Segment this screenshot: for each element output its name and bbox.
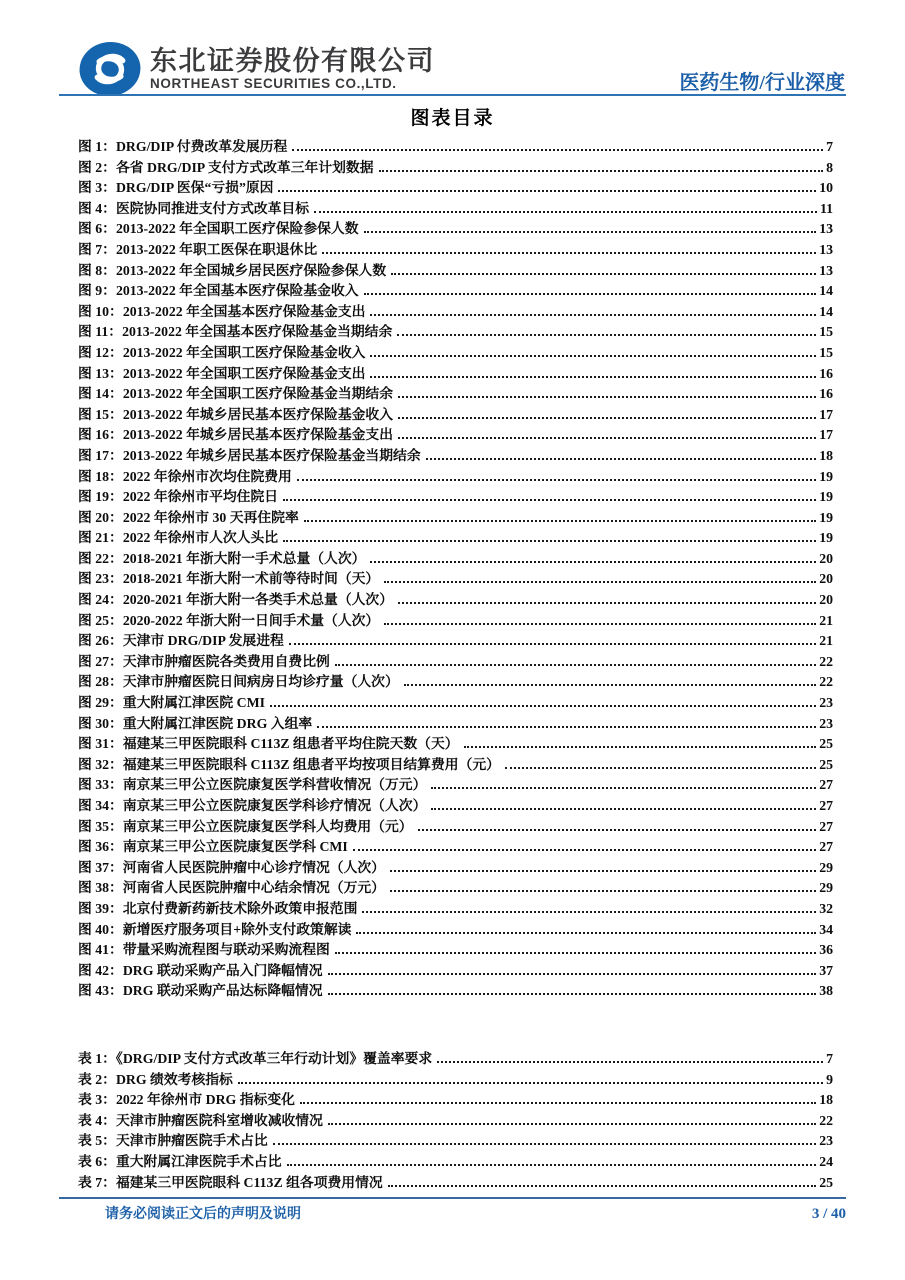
figure-toc-entry [78,837,833,858]
figure-toc-entry [78,137,833,158]
toc-entry-page-number: 25 [819,756,833,772]
toc-entry-page-number: 21 [819,633,833,649]
table-toc-entry [78,1090,833,1111]
toc-entry-label: 图 35：南京某三甲公立医院康复医学科人均费用（元） [78,818,413,834]
toc-entry-page-number: 17 [819,406,833,422]
figure-toc-entry [78,611,833,632]
toc-entry-label: 图 38：河南省人民医院肿瘤中心结余情况（万元） [78,880,385,896]
dotted-leader [398,602,816,604]
header-divider [59,94,846,96]
figure-toc-entry [78,158,833,179]
figure-toc-list [78,137,833,1002]
toc-entry-page-number: 37 [819,962,833,978]
figure-toc-entry [78,364,833,385]
toc-entry-page-number: 11 [819,200,833,216]
figure-toc-entry [78,631,833,652]
toc-entry-label: 图 2：各省 DRG/DIP 支付方式改革三年计划数据 [78,159,374,175]
toc-entry-page-number: 7 [826,139,833,154]
toc-entry-page-number: 21 [819,612,833,628]
toc-entry-label: 图 7：2013-2022 年职工医保在职退休比 [78,241,318,257]
dotted-leader [278,190,816,192]
figure-toc-entry [78,590,833,611]
figure-toc-entry [78,817,833,838]
toc-entry-page-number: 34 [819,921,833,937]
dotted-leader [300,1102,816,1104]
dotted-leader [437,1061,823,1063]
dotted-leader [273,1143,816,1145]
toc-entry-page-number: 22 [819,653,833,669]
dotted-leader [283,499,816,501]
toc-entry-page-number: 38 [819,983,833,999]
figure-toc-entry [78,178,833,199]
toc-entry-page-number: 18 [819,447,833,463]
toc-entry-label: 图 10：2013-2022 年全国基本医疗保险基金支出 [78,303,366,319]
toc-entry-label: 图 18：2022 年徐州市次均住院费用 [78,468,292,484]
figure-toc-entry [78,281,833,302]
toc-entry-page-number: 17 [819,427,833,443]
toc-entry-page-number: 9 [826,1071,833,1087]
figure-toc-entry [78,219,833,240]
toc-entry-label: 图 39：北京付费新药新技术除外政策申报范围 [78,900,358,916]
dotted-leader [390,890,816,892]
figure-toc-entry [78,796,833,817]
dotted-leader [388,1185,817,1187]
toc-entry-label: 图 31：福建某三甲医院眼科 C113Z 组患者平均住院天数（天） [78,736,459,752]
toc-entry-label: 图 30：重大附属江津医院 DRG 入组率 [78,715,313,731]
toc-entry-page-number: 22 [819,1112,833,1128]
figure-toc-entry [78,734,833,755]
table-toc-entry [78,1049,833,1070]
toc-entry-page-number: 29 [819,880,833,896]
company-name-en: NORTHEAST SECURITIES CO.,LTD. [150,76,397,92]
header [78,40,435,98]
figure-toc-entry [78,508,833,529]
figure-toc-entry [78,528,833,549]
dotted-leader [364,231,817,233]
dotted-leader [328,973,817,975]
toc-entry-label: 图 6：2013-2022 年全国职工医疗保险参保人数 [78,221,359,237]
toc-entry-label: 图 28：天津市肿瘤医院日间病房日均诊疗量（人次） [78,674,399,690]
table-toc-entry [78,1173,833,1194]
dotted-leader [364,293,817,295]
dotted-leader [464,746,817,748]
toc-entry-label: 图 41：带量采购流程图与联动采购流程图 [78,942,330,958]
toc-entry-page-number: 16 [819,365,833,381]
footer-divider [59,1197,846,1199]
figure-toc-entry [78,755,833,776]
toc-entry-page-number: 20 [819,550,833,566]
toc-entry-label: 图 25：2020-2022 年浙大附一日间手术量（人次） [78,612,380,628]
toc-entry-page-number: 29 [819,859,833,875]
table-toc-entry [78,1152,833,1173]
toc-entry-page-number: 15 [819,344,833,360]
toc-entry-label: 图 40：新增医疗服务项目+除外支付政策解读 [78,921,352,937]
figure-toc-entry [78,878,833,899]
toc-entry-label: 图 17：2013-2022 年城乡居民基本医疗保险基金当期结余 [78,447,421,463]
toc-entry-label: 图 20：2022 年徐州市 30 天再住院率 [78,509,299,525]
dotted-leader [370,376,816,378]
toc-entry-label: 表 1：《DRG/DIP 支付方式改革三年行动计划》覆盖率要求 [78,1050,433,1066]
toc-entry-label: 图 24：2020-2021 年浙大附一各类手术总量（人次） [78,592,394,608]
figure-toc-entry [78,487,833,508]
dotted-leader [398,417,816,419]
toc-entry-label: 图 37：河南省人民医院肿瘤中心诊疗情况（人次） [78,859,385,875]
toc-entry-page-number: 22 [819,674,833,690]
dotted-leader [397,334,816,336]
dotted-leader [426,458,817,460]
dotted-leader [356,932,816,934]
toc-entry-page-number: 25 [819,1174,833,1190]
dotted-leader [292,149,823,151]
toc-entry-page-number: 23 [819,715,833,731]
toc-entry-label: 表 6：重大附属江津医院手术占比 [78,1153,282,1169]
figure-toc-entry [78,425,833,446]
toc-entry-label: 图 11：2013-2022 年全国基本医疗保险基金当期结余 [78,324,393,340]
toc-entry-label: 图 42：DRG 联动采购产品入门降幅情况 [78,962,323,978]
toc-entry-page-number: 20 [819,571,833,587]
dotted-leader [314,211,817,213]
dotted-leader [297,479,816,481]
dotted-leader [317,726,816,728]
dotted-leader [238,1082,823,1084]
dotted-leader [379,170,824,172]
figure-toc-entry [78,940,833,961]
toc-entry-label: 图 29：重大附属江津医院 CMI [78,695,266,711]
toc-entry-page-number: 27 [819,777,833,793]
dotted-leader [384,581,816,583]
figure-toc-entry [78,199,833,220]
toc-entry-page-number: 13 [819,262,833,278]
toc-entry-label: 图 43：DRG 联动采购产品达标降幅情况 [78,983,323,999]
figure-toc-entry [78,858,833,879]
toc-entry-label: 图 4：医院协同推进支付方式改革目标 [78,200,310,216]
figure-toc-entry [78,693,833,714]
toc-entry-page-number: 27 [819,839,833,855]
footer [59,1203,846,1223]
toc-entry-label: 表 7：福建某三甲医院眼科 C113Z 组各项费用情况 [78,1174,383,1190]
toc-entry-label: 图 26：天津市 DRG/DIP 发展进程 [78,633,284,649]
footer-disclaimer: 请务必阅读正文后的声明及说明 [105,1207,301,1222]
figure-toc-entry [78,467,833,488]
toc-entry-label: 图 19：2022 年徐州市平均住院日 [78,489,279,505]
figure-toc-entry [78,343,833,364]
figure-toc-entry [78,322,833,343]
dotted-leader [335,664,816,666]
figure-toc-entry [78,240,833,261]
dotted-leader [362,911,816,913]
toc-entry-page-number: 19 [819,489,833,505]
toc-entry-label: 图 27：天津市肿瘤医院各类费用自费比例 [78,653,330,669]
page-indicator: 3 / 40 [811,1206,846,1222]
toc-entry-label: 图 21：2022 年徐州市人次人头比 [78,530,279,546]
toc-entry-label: 表 2：DRG 绩效考核指标 [78,1071,233,1087]
figure-toc-entry [78,981,833,1002]
toc-entry-label: 图 36：南京某三甲公立医院康复医学科 CMI [78,839,348,855]
toc-entry-page-number: 7 [826,1050,833,1066]
dotted-leader [418,829,817,831]
figure-toc-entry [78,775,833,796]
table-toc-entry [78,1131,833,1152]
toc-entry-page-number: 24 [819,1153,833,1169]
toc-entry-page-number: 16 [819,386,833,402]
northeast-securities-logo-icon [78,40,142,98]
toc-entry-label: 图 34：南京某三甲公立医院康复医学科诊疗情况（人次） [78,798,427,813]
dotted-leader [370,355,816,357]
figure-toc-entry [78,899,833,920]
figure-toc-entry [78,384,833,405]
toc-entry-label: 图 13：2013-2022 年全国职工医疗保险基金支出 [78,365,366,381]
dotted-leader [328,993,817,995]
toc-entry-label: 图 1：DRG/DIP 付费改革发展历程 [78,139,288,154]
dotted-leader [287,1164,817,1166]
dotted-leader [398,437,816,439]
figure-toc-entry [78,714,833,735]
dotted-leader [322,252,816,254]
toc-entry-page-number: 15 [819,324,833,340]
dotted-leader [328,1123,816,1125]
toc-title: 图表目录 [410,108,495,129]
toc-entry-label: 图 3：DRG/DIP 医保“亏损”原因 [78,180,274,196]
dotted-leader [370,561,816,563]
toc-entry-label: 图 33：南京某三甲公立医院康复医学科营收情况（万元） [78,777,427,793]
toc-entry-label: 图 9：2013-2022 年全国基本医疗保险基金收入 [78,283,359,299]
dotted-leader [505,767,816,769]
toc-entry-page-number: 10 [819,180,833,196]
toc-entry-page-number: 14 [819,283,833,299]
figure-toc-entry [78,405,833,426]
dotted-leader [431,787,816,789]
figure-toc-entry [78,446,833,467]
dotted-leader [289,643,816,645]
toc-entry-page-number: 27 [819,798,833,813]
figure-toc-entry [78,672,833,693]
figure-toc-entry [78,261,833,282]
toc-entry-page-number: 19 [819,468,833,484]
dotted-leader [283,540,816,542]
toc-entry-page-number: 8 [826,159,833,175]
toc-entry-page-number: 14 [819,303,833,319]
toc-entry-label: 图 22：2018-2021 年浙大附一手术总量（人次） [78,550,366,566]
table-toc-entry [78,1070,833,1091]
figure-toc-entry [78,302,833,323]
figure-toc-entry [78,569,833,590]
toc-entry-page-number: 20 [819,592,833,608]
toc-entry-label: 图 14：2013-2022 年全国职工医疗保险基金当期结余 [78,386,394,402]
toc-area [78,137,833,1193]
toc-entry-page-number: 27 [819,818,833,834]
toc-entry-label: 表 3：2022 年徐州市 DRG 指标变化 [78,1092,295,1108]
dotted-leader [304,520,816,522]
dotted-leader [391,273,816,275]
brand-text [150,47,435,92]
dotted-leader [384,623,816,625]
dotted-leader [431,808,816,810]
toc-entry-label: 图 12：2013-2022 年全国职工医疗保险基金收入 [78,344,366,360]
toc-entry-label: 图 8：2013-2022 年全国城乡居民医疗保险参保人数 [78,262,387,278]
dotted-leader [370,314,816,316]
dotted-leader [335,952,816,954]
toc-entry-page-number: 23 [819,1133,833,1149]
report-category-tag: 医药生物/行业深度 [679,72,845,94]
dotted-leader [398,396,816,398]
toc-entry-page-number: 25 [819,736,833,752]
toc-entry-label: 表 5：天津市肿瘤医院手术占比 [78,1133,268,1149]
table-toc-entry [78,1111,833,1132]
dotted-leader [270,705,816,707]
dotted-leader [353,849,816,851]
toc-entry-page-number: 18 [819,1092,833,1108]
dotted-leader [390,870,816,872]
toc-entry-page-number: 23 [819,695,833,711]
toc-entry-page-number: 13 [819,221,833,237]
dotted-leader [404,684,816,686]
figure-toc-entry [78,920,833,941]
company-name-cn: 东北证券股份有限公司 [150,45,435,76]
figure-toc-entry [78,549,833,570]
toc-entry-page-number: 36 [819,942,833,958]
toc-entry-page-number: 13 [819,241,833,257]
toc-entry-label: 图 16：2013-2022 年城乡居民基本医疗保险基金支出 [78,427,394,443]
toc-entry-page-number: 19 [819,530,833,546]
toc-entry-label: 图 23：2018-2021 年浙大附一术前等待时间（天） [78,571,380,587]
figure-toc-entry [78,652,833,673]
toc-entry-page-number: 32 [819,900,833,916]
toc-entry-label: 图 32：福建某三甲医院眼科 C113Z 组患者平均按项目结算费用（元） [78,756,500,772]
toc-entry-label: 图 15：2013-2022 年城乡居民基本医疗保险基金收入 [78,406,394,422]
table-toc-list [78,1049,833,1193]
figure-toc-entry [78,961,833,982]
toc-entry-page-number: 19 [819,509,833,525]
toc-entry-label: 表 4：天津市肿瘤医院科室增收减收情况 [78,1112,323,1128]
